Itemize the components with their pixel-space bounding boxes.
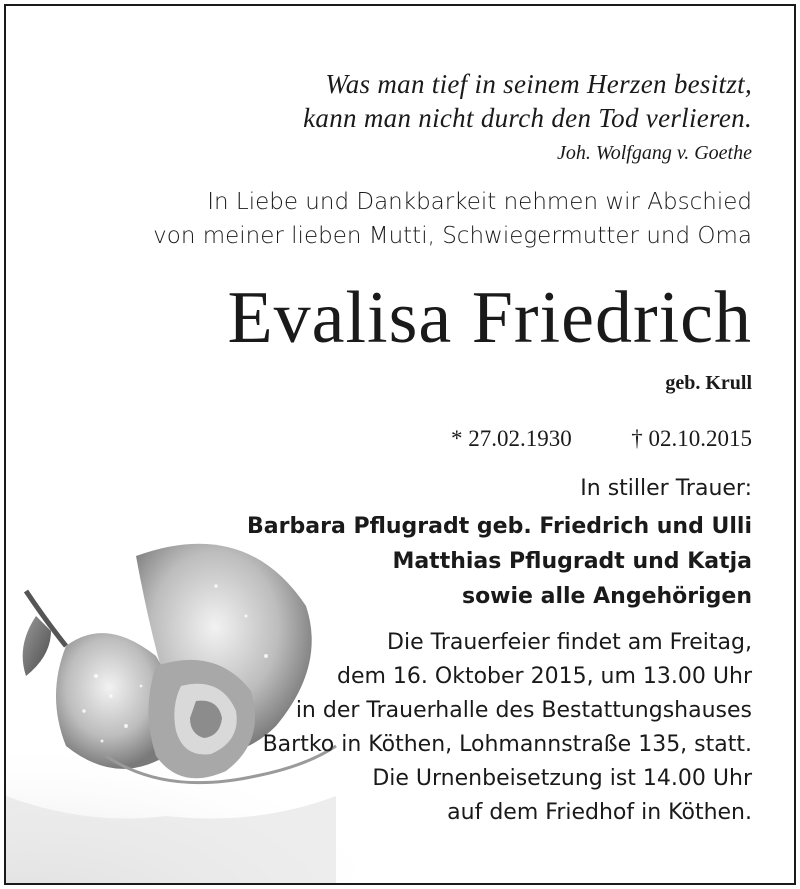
mourner-line: Barbara Pflugradt geb. Friedrich und Ulli [247,514,752,539]
rose-image [6,496,366,883]
quote-author: Joh. Wolfgang v. Goethe [557,142,752,164]
service-line: Bartko in Köthen, Lohmannstraße 135, statt. [262,732,752,757]
intro-line-1: In Liebe und Dankbarkeit nehmen wir Abschied [207,189,752,215]
quote-line-1: Was man tief in seinem Herzen besitzt, [325,69,752,99]
service-line: dem 16. Oktober 2015, um 13.00 Uhr [337,664,752,689]
life-dates [451,424,752,454]
intro-line-2: von meiner lieben Mutti, Schwiegermutter und Oma [153,223,752,249]
death-date: † 02.10.2015 [631,426,752,451]
service-line: Die Trauerfeier findet am Freitag, [387,630,752,655]
service-line: in der Trauerhalle des Bestattungshauses [295,698,752,723]
mourner-line: sowie alle Angehörigen [461,584,752,609]
mourners-lead: In stiller Trauer: [580,476,752,501]
mourner-line: Matthias Pflugradt und Katja [392,549,752,574]
quote-line-2: kann man nicht durch den Tod verlieren. [303,103,752,133]
service-line: auf dem Friedhof in Köthen. [447,800,752,825]
deceased-name: Evalisa Friedrich [227,277,752,359]
birth-name: geb. Krull [665,372,752,394]
birth-date: * 27.02.1930 [451,426,572,451]
obituary-notice [4,4,796,885]
service-line: Die Urnenbeisetzung ist 14.00 Uhr [372,766,752,791]
